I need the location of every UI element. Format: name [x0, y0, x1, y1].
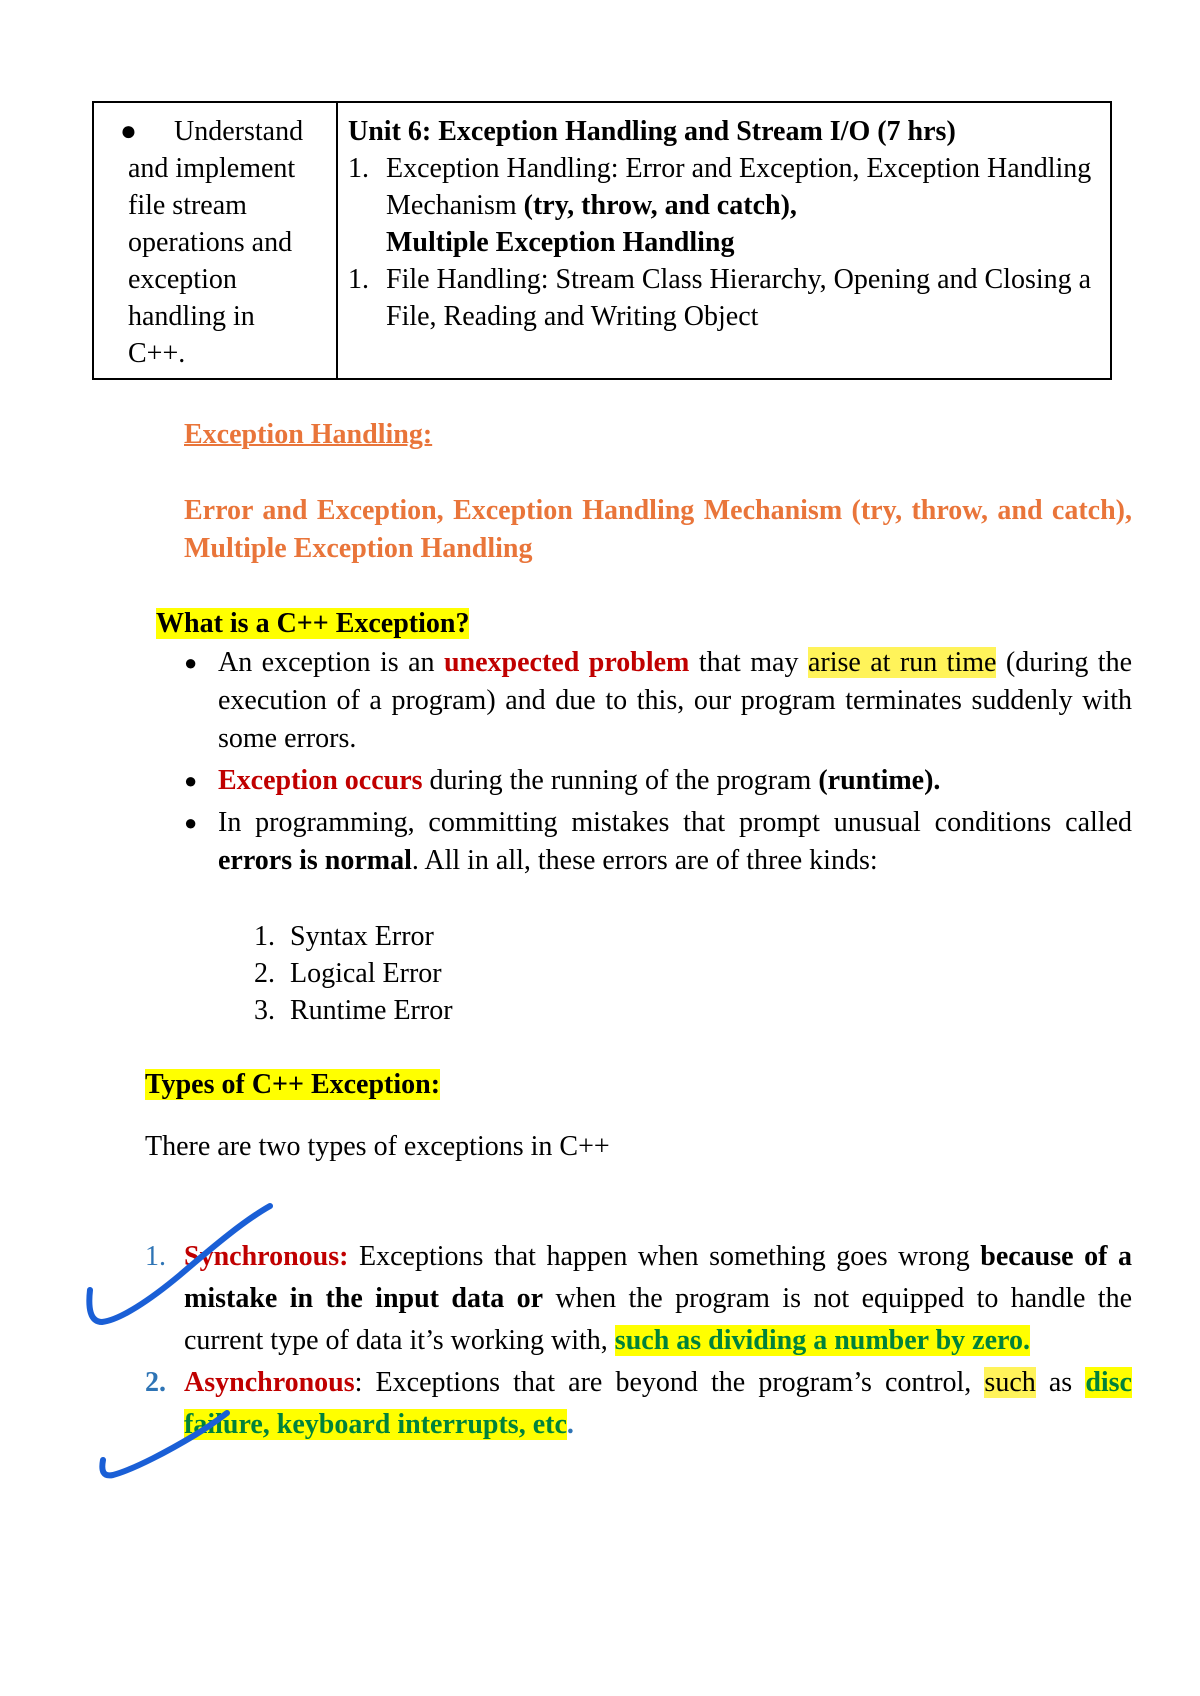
list-item [254, 992, 453, 1029]
unit-item-file-handling [348, 261, 1110, 335]
item-number: 2. [254, 958, 275, 989]
list-item-synchronous [145, 1236, 1132, 1362]
list-item [254, 918, 453, 955]
bullet-icon: ● [184, 650, 198, 675]
text: that may [689, 647, 808, 678]
item-number: 3. [254, 995, 275, 1026]
exception-types-list [145, 1236, 1132, 1446]
text: (during the execution of a program) and due to this, our program terminates suddenly with some errors. [218, 647, 1132, 754]
item-label: Runtime Error [290, 995, 453, 1026]
objective-line: and implement [128, 153, 296, 184]
item-number: 1. [254, 921, 275, 952]
bold-text: because of a mistake in the input data or [184, 1241, 1132, 1314]
unit-item-exception-handling [348, 150, 1110, 261]
text: Exceptions that happen when something goes wrong [348, 1241, 981, 1272]
item-number: 2. [145, 1367, 166, 1398]
highlighted-text: arise at run time [807, 647, 997, 678]
text: An exception is an [218, 647, 444, 678]
bullet-icon: ● [184, 810, 198, 835]
item-number: 1. [348, 153, 369, 184]
list-item [184, 804, 1132, 880]
item-text: File Handling: Stream Class Hierarchy, Opening and Closing a File, Reading and Writing Object [386, 264, 1092, 332]
text: as [1035, 1367, 1086, 1398]
list-item [254, 955, 453, 992]
list-item [184, 762, 1132, 800]
intro-text: There are two types of exceptions in C++ [145, 1131, 610, 1162]
bullet-icon: ● [184, 768, 198, 793]
text: In programming, committing mistakes that prompt unusual conditions called [218, 807, 1132, 838]
objective-cell [94, 103, 338, 378]
highlighted-text: disc failure, keyboard interrupts, etc [184, 1367, 1132, 1440]
item-number: 1. [145, 1241, 166, 1272]
section-subheading: Error and Exception, Exception Handling Mechanism (try, throw, and catch), Multiple Exception Handling [184, 495, 1132, 564]
question-heading-text: What is a C++ Exception? [156, 608, 470, 639]
highlighted-text: such as dividing a number by zero. [614, 1325, 1030, 1356]
emphasis-text: Exception occurs [218, 765, 423, 796]
text: : Exceptions that are beyond the program’s control, [354, 1367, 985, 1398]
objective-line: exception [128, 264, 237, 295]
text: during the running of the program [422, 765, 819, 796]
objective-line: C++. [128, 338, 186, 369]
bold-text: errors is normal [218, 845, 412, 876]
text: . [566, 1409, 574, 1440]
highlighted-text: such [984, 1367, 1036, 1398]
type-name: Asynchronous [184, 1367, 355, 1398]
text: when the program is not equipped to handle the current type of data it’s working with, [184, 1283, 1133, 1356]
objective-line: operations and [128, 227, 293, 258]
list-item-asynchronous [145, 1362, 1132, 1446]
item-number: 1. [348, 264, 369, 295]
unit-content-cell [338, 103, 1110, 378]
emphasis-text: unexpected problem [443, 647, 690, 678]
item-label: Logical Error [290, 958, 442, 989]
objective-line: Understand [174, 116, 304, 147]
question-heading [145, 1067, 440, 1103]
objective-line: file stream [128, 190, 247, 221]
unit-title: Unit 6: Exception Handling and Stream I/O (7 hrs) [348, 116, 956, 147]
item-bold-text: Multiple Exception Handling [386, 227, 735, 258]
bullet-icon: ● [120, 116, 137, 147]
type-name: Synchronous: [184, 1241, 349, 1272]
item-bold-text: (try, throw, and catch), [523, 190, 797, 221]
section-heading: Exception Handling: [184, 419, 433, 450]
item-label: Syntax Error [290, 921, 434, 952]
question-heading [156, 606, 469, 642]
question-heading-text: Types of C++ Exception: [145, 1069, 441, 1100]
error-kinds-list [254, 918, 453, 1029]
bold-text: (runtime). [818, 765, 941, 796]
item-text: Exception Handling: Error and Exception, Exception Handling Mechanism [386, 153, 1092, 221]
unit-table [92, 101, 1112, 380]
text: . All in all, these errors are of three kinds: [411, 845, 878, 876]
objective-line: handling in [128, 301, 255, 332]
list-item [184, 644, 1132, 758]
definition-list [184, 644, 1132, 884]
